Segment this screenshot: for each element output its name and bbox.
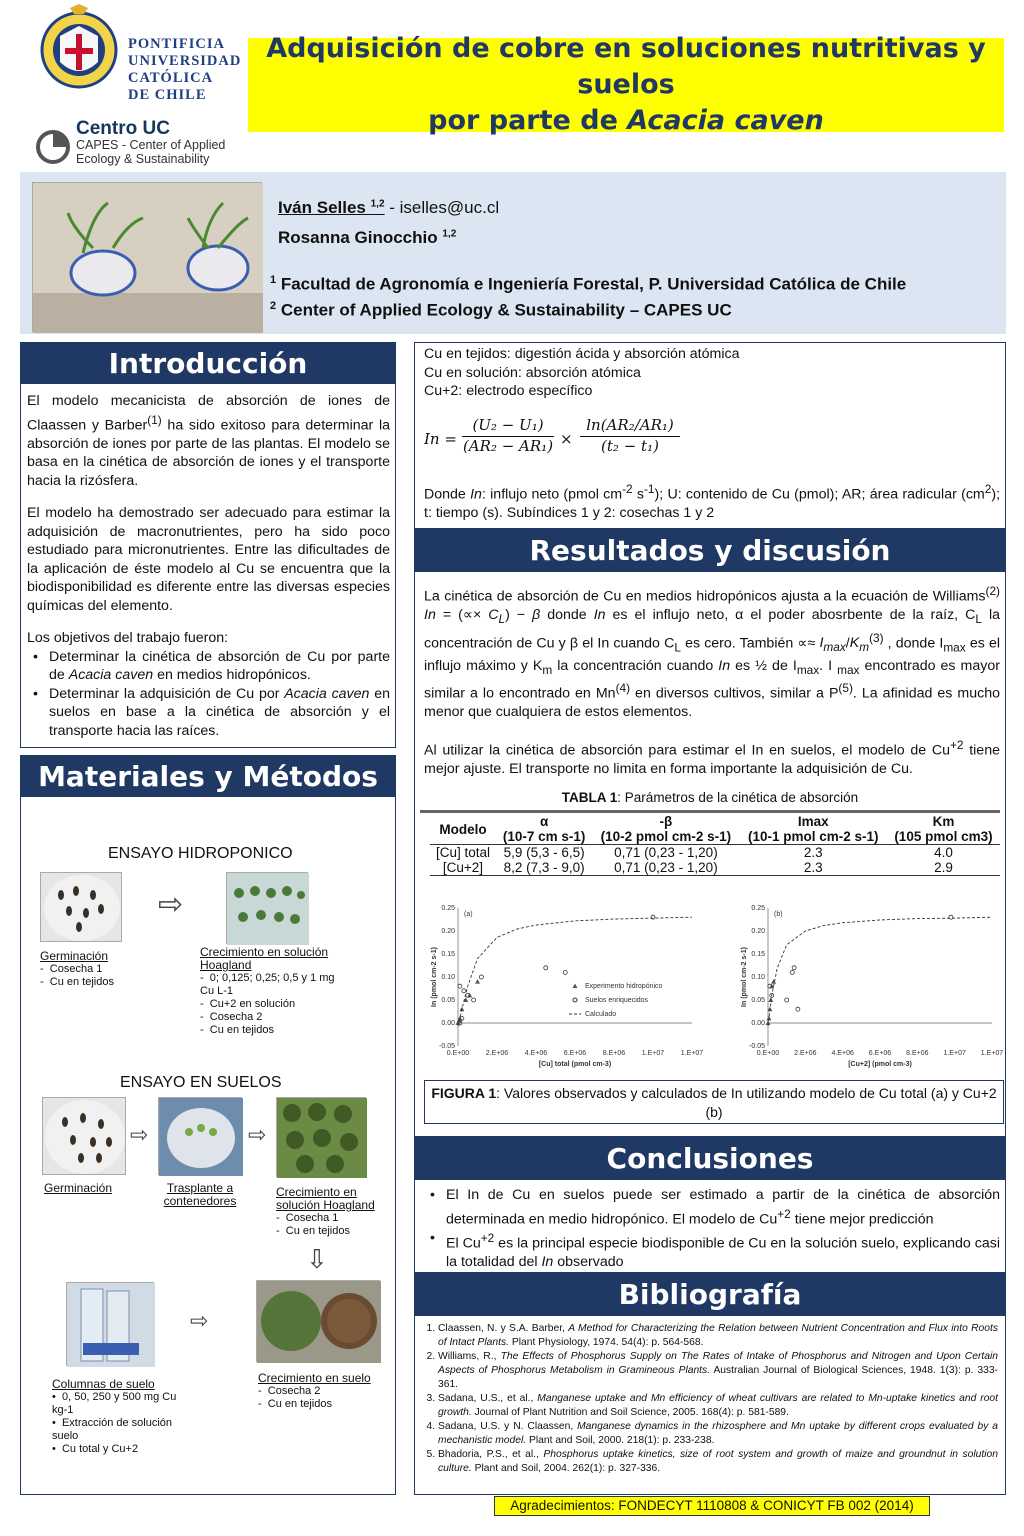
x-tick-label: 1.E+07	[641, 1050, 665, 1057]
y-axis-label: In (pmol cm-2 s-1)	[741, 947, 748, 1007]
soil-hoagland-photo	[276, 1097, 366, 1177]
soil-columns-block: Columnas de suelo • 0, 50, 250 y 500 mg Cu kg-1 • Extracción de solución suelo • Cu total y Cu+2	[52, 1377, 177, 1455]
x-axis-label: [Cu+2] (pmol cm-3)	[848, 1061, 912, 1068]
bibliography-item: 3. Sadana, U.S., et al., Manganese uptake and Mn efficiency of wheat cultivars are related to Mn-uptake kinetics and root growth. Journal of Plant Nutrition and Soil Science, 2005. 168(4): p. 581-589.	[438, 1392, 998, 1420]
table-units-row: (10-7 cm s-1) (10-2 pmol cm-2 s-1) (10-1 pmol cm-2 s-1) (105 pmol cm3)	[430, 829, 1000, 845]
y-tick-label: 0.05	[751, 997, 765, 1004]
soil-growth-photo	[256, 1280, 380, 1362]
bibliography-item: 5. Bhadoria, P.S., et al., Phosphorus uptake kinetics, size of root system and growth of maize and groundnut in solution culture. Plant and Soil, 2004. 262(1): p. 327-336.	[438, 1448, 998, 1476]
soil-point	[472, 998, 476, 1002]
panel-label: (b)	[774, 911, 783, 918]
y-tick-label: 0.25	[751, 905, 765, 912]
table-rule-top	[420, 810, 1000, 813]
germination-photo-1	[40, 872, 122, 942]
centro-uc-icon	[36, 130, 70, 164]
bibliography-item: 2. Williams, R., The Effects of Phosphorus Supply on The Rates of Intake of Phosphorus and Nitrogen and Upon Certain Aspects of Phosphorus Metabolism in Gramineous Plants. Australian Journal of Biological Sciences, 1948. 1(3): p. 333-361.	[438, 1350, 998, 1392]
kinetics-table	[430, 814, 1000, 876]
intro-heading: Introducción	[20, 342, 396, 384]
transplant-label: Trasplante a contenedores	[163, 1181, 237, 1208]
panel-label: (a)	[464, 911, 473, 918]
y-tick-label: 0.05	[441, 997, 455, 1004]
affiliation-1: $^1$ Facultad de Agronomía e Ingeniería Forestal, P. Universidad Católica de Chile	[270, 274, 907, 294]
puc-wordmark: PONTIFICIA UNIVERSIDAD CATÓLICA DE CHILE	[128, 36, 242, 103]
germination-photo-2	[42, 1097, 126, 1175]
analysis-methods: Cu en tejidos: digestión ácida y absorción atómica Cu en solución: absorción atómica Cu+2: electrodo específico	[424, 346, 740, 399]
intro-p1: El modelo mecanicista de absorción de iones de Claassen y Barber$^{(1)}$ ha sido exitoso para determinar la absorción de iones por parte de las plantas. El modelo se basa en la cinética de absorción de iones y el transporte hacia la rizósfera.	[27, 393, 390, 489]
results-p2: Al utilizar la cinética de absorción para estimar el In en suelos, el modelo de $Cu^{+2}$ tiene mejor ajuste. El transporte no limita en forma importante la adquisición de Cu.	[424, 737, 1000, 777]
results-p1: La cinética de absorción de Cu en medios hidropónicos ajusta a la ecuación de Williams$^{(2)}$ In = (∝× $C_L) - \beta$ donde In es el influjo neto, α el poder abosrbente de la raíz, $C_L$ la concentración de Cu y β el In cuando $C_L$ es cero. También ∝≈ $I_{max}/K_m^{(3)}$ , donde $I_{max}$ es el influjo máximo y $K_m$ la concentración cuando In es ½ de $I_{max}$. I $_{max}$ encontrado es mayor similar a lo encontrado en Mn$^{(4)}$ en diversos cultivos, similar a $P^{(5)}$. La afinidad es mucho menor que cualquiera de estos elementos.	[424, 584, 1000, 721]
y-tick-label: -0.05	[749, 1043, 765, 1050]
y-tick-label: 0.15	[441, 951, 455, 958]
arrow-right-icon: ⇨	[130, 1122, 149, 1147]
x-tick-label: 4.E+06	[524, 1050, 548, 1057]
soil-columns-photo	[66, 1282, 154, 1366]
poster-title: Adquisición de cobre en soluciones nutritivas y suelos por parte de Acacia caven	[248, 38, 1004, 132]
soil-point	[563, 970, 567, 974]
soil-title: ENSAYO EN SUELOS	[120, 1074, 282, 1091]
author-2: Rosanna Ginocchio $^{1,2}$	[278, 228, 457, 247]
y-tick-label: 0.10	[441, 974, 455, 981]
soil-point	[792, 966, 796, 970]
growth-hoagland-2-block: Crecimiento en solución Hoagland - Cosecha 1 - Cu en tejidos	[276, 1185, 375, 1237]
table-row: [Cu] total 5,9 (5,3 - 6,5) 0,71 (0,23 - 1,20) 2.3 4.0	[435, 845, 953, 860]
figure-caption: FIGURA 1: Valores observados y calculados de In utilizando modelo de Cu total (a) y Cu+2 (b)	[424, 1080, 1004, 1124]
objectives-list	[27, 648, 390, 741]
container-photo	[158, 1097, 242, 1175]
puc-crest-logo	[40, 4, 118, 106]
legend-label: Experimento hidropónico	[585, 983, 663, 990]
soil-point	[462, 989, 466, 993]
plants-photo	[32, 182, 262, 332]
y-axis-label: In (pmol cm-2 s-1)	[431, 947, 438, 1007]
hydro-title: ENSAYO HIDROPONICO	[108, 845, 293, 862]
x-tick-label: 0.E+00	[446, 1050, 470, 1057]
legend-marker	[573, 984, 578, 989]
intro-text	[27, 392, 390, 740]
results-heading: Resultados y discusión	[414, 528, 1006, 572]
calculated-line	[768, 917, 992, 1026]
calculated-line	[458, 917, 692, 1026]
affiliation-2: $^2$ Center of Applied Ecology & Sustainability – CAPES UC	[270, 300, 732, 320]
hydroponic-point	[475, 979, 480, 984]
x-tick-label: 8.E+06	[906, 1050, 929, 1057]
y-tick-label: 0.00	[751, 1020, 765, 1027]
conclusion-1: • El In de Cu en suelos puede ser estimado a partir de la cinética de absorción determinada en medio hidropónico. El modelo de $Cu^{+2}$ tiene mejor predicción	[424, 1186, 1000, 1229]
soil-point	[458, 984, 462, 988]
centro-uc-subtitle: CAPES - Center of Applied Ecology & Sustainability	[76, 138, 226, 166]
arrow-right-icon: ⇨	[190, 1308, 209, 1333]
soil-point	[790, 970, 794, 974]
x-tick-label: 8.E+06	[602, 1050, 626, 1057]
chart-a	[428, 896, 704, 1076]
y-tick-label: 0.20	[751, 928, 765, 935]
acknowledgements: Agradecimientos: FONDECYT 1110808 & CONICYT FB 002 (2014)	[494, 1496, 930, 1516]
x-tick-label: 6.E+06	[868, 1050, 892, 1057]
x-tick-label: 4.E+06	[831, 1050, 854, 1057]
centro-uc-title: Centro UC	[76, 118, 170, 139]
objective-1: • Determinar la cinética de absorción de Cu por parte de Acacia caven en medios hidropónicos.	[27, 648, 390, 685]
legend-label: Calculado	[585, 1011, 617, 1018]
results-text	[424, 582, 1000, 792]
germination-1-block: Germinación - Cosecha 1 - Cu en tejidos	[40, 949, 114, 988]
soil-growth-block: Crecimiento en suelo - Cosecha 2 - Cu en tejidos	[258, 1371, 371, 1410]
y-tick-label: 0.20	[441, 928, 455, 935]
chart-b	[738, 896, 1004, 1076]
conclusion-2: • El $Cu^{+2}$ es la principal especie biodisponible de Cu en la solución suelo, explicando casi la totalidad del In observado	[424, 1229, 1000, 1272]
x-tick-label: 1.E+07	[680, 1050, 704, 1057]
soil-point	[785, 998, 789, 1002]
y-tick-label: 0.00	[441, 1020, 455, 1027]
bibliography-list	[420, 1322, 998, 1476]
y-tick-label: 0.25	[441, 905, 455, 912]
soil-point	[479, 975, 483, 979]
arrow-down-icon: ⇩	[306, 1244, 328, 1274]
x-tick-label: 1.E+07	[943, 1050, 966, 1057]
x-tick-label: 1.E+07	[980, 1050, 1004, 1057]
table-caption: TABLA 1: Parámetros de la cinética de absorción	[561, 790, 859, 805]
conclusions-list	[424, 1186, 1000, 1271]
equation-legend: Donde In: influjo neto (pmol $cm^{-2}$ $s^{-1}$); U: contenido de Cu (pmol); AR; área radicular $(cm^2)$; t: tiempo (s). Subíndices 1 y 2: cosechas 1 y 2	[424, 482, 1001, 522]
soil-point	[796, 1007, 800, 1011]
x-tick-label: 2.E+06	[485, 1050, 509, 1057]
legend-marker	[573, 998, 577, 1002]
germination-2-label: Germinación	[44, 1181, 113, 1195]
y-tick-label: 0.15	[751, 951, 765, 958]
x-tick-label: 0.E+00	[756, 1050, 780, 1057]
legend-label: Suelos enriquecidos	[585, 997, 649, 1004]
intro-p3: Los objetivos del trabajo fueron:	[27, 630, 229, 647]
table-header-row: Modelo α -β Imax Km	[439, 814, 955, 837]
soil-point	[544, 966, 548, 970]
arrow-right-icon: ⇨	[248, 1122, 267, 1147]
bibliography-item: 1. Claassen, N. y S.A. Barber, A Method for Characterizing the Relation between Nutrient Concentration and Flux into Roots of Intact Plants. Plant Physiology, 1974. 54(4): p. 564-568.	[438, 1322, 998, 1350]
arrow-right-icon: ⇨	[158, 888, 184, 921]
bibliography-item: 4. Sadana, U.S. y N. Claassen, Manganese dynamics in the rhizosphere and Mn uptake by different crops evaluated by a mechanistic model. Plant and Soil, 2000. 218(1): p. 233-238.	[438, 1420, 998, 1448]
x-tick-label: 6.E+06	[563, 1050, 587, 1057]
x-axis-label: [Cu] total (pmol cm-3)	[538, 1061, 612, 1068]
influx-equation: In = (U₂ − U₁) (AR₂ − AR₁) × ln(AR₂/AR₁) (t₂ − t₁)	[424, 414, 1000, 468]
y-tick-label: -0.05	[439, 1043, 455, 1050]
objective-2: • Determinar la adquisición de Cu por Acacia caven en suelos en base a la cinética de absorción y el transporte hacia las raíces.	[27, 685, 390, 741]
table-row: [Cu+2] 8,2 (7,3 - 9,0) 0,71 (0,23 - 1,20) 2.3 2.9	[430, 860, 1000, 876]
hydroponic-photo	[226, 872, 308, 944]
x-tick-label: 2.E+06	[794, 1050, 817, 1057]
intro-p2: El modelo ha demostrado ser adecuado para estimar la adquisición de macronutrientes, pero ha sido poco estudiado para micronutrientes. Entre las dificultades de la aplicación de éste modelo al Cu se encuentra que la biodisponibilidad es diferente entre las diversas especies químicas del elemento.	[27, 505, 390, 614]
y-tick-label: 0.10	[751, 974, 765, 981]
conclusions-heading: Conclusiones	[414, 1136, 1006, 1180]
growth-hoagland-1-block: Crecimiento en solución Hoagland - 0; 0,125; 0,25; 0,5 y 1 mg Cu L-1 - Cu+2 en solución - Cosecha 2 - Cu en tejidos	[200, 945, 335, 1036]
methods-heading: Materiales y Métodos	[20, 755, 396, 797]
author-email[interactable]: - iselles@uc.cl	[384, 198, 500, 217]
author-1: Iván Selles $^{1,2}$ - iselles@uc.cl	[278, 198, 500, 217]
bibliography-heading: Bibliografía	[414, 1272, 1006, 1316]
